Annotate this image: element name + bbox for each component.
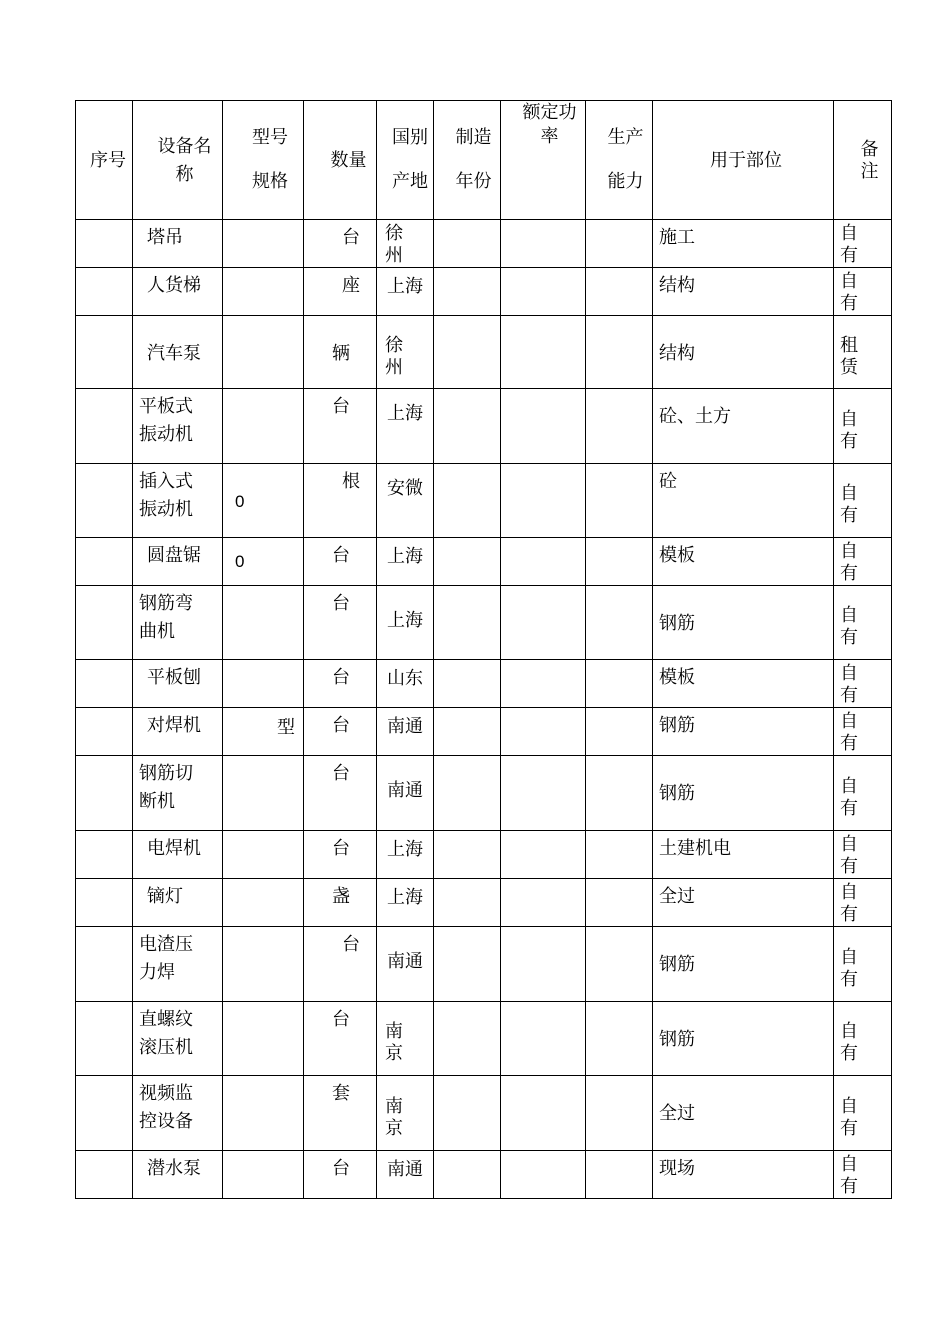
row-number-cell [76, 1002, 133, 1076]
table-row [76, 756, 892, 831]
usage-cell: 钢筋 [653, 708, 834, 756]
rated-power-cell [501, 586, 586, 660]
remark-cell: 自 有 [834, 927, 892, 1002]
table-row [76, 879, 892, 927]
equipment-name-cell: 电焊机 [133, 831, 223, 879]
rated-power-cell [501, 708, 586, 756]
usage-cell: 现场 [653, 1151, 834, 1199]
quantity-cell: 台 [304, 538, 377, 586]
model-spec-cell [223, 316, 304, 389]
remark-cell: 自 有 [834, 1076, 892, 1151]
capacity-cell [586, 660, 653, 708]
quantity-cell: 台 [304, 389, 377, 464]
table-row [76, 389, 892, 464]
origin-cell: 南通 [377, 756, 434, 831]
usage-cell: 结构 [653, 268, 834, 316]
origin-cell: 安微 [377, 464, 434, 538]
table-row [76, 831, 892, 879]
year-cell [434, 464, 501, 538]
capacity-cell [586, 389, 653, 464]
remark-cell: 自 有 [834, 1002, 892, 1076]
quantity-cell: 台 [304, 220, 377, 268]
capacity-cell [586, 538, 653, 586]
header-cell: 生产 能力 [586, 101, 653, 220]
rated-power-cell [501, 316, 586, 389]
origin-cell: 南通 [377, 927, 434, 1002]
row-number-cell [76, 389, 133, 464]
year-cell [434, 220, 501, 268]
remark-cell: 自 有 [834, 220, 892, 268]
table-row [76, 927, 892, 1002]
origin-cell: 徐 州 [377, 220, 434, 268]
equipment-name-cell: 平板式 振动机 [133, 389, 223, 464]
equipment-name-cell: 视频监 控设备 [133, 1076, 223, 1151]
equipment-table [75, 100, 892, 1199]
equipment-name-cell: 钢筋切 断机 [133, 756, 223, 831]
model-spec-cell [223, 879, 304, 927]
origin-cell: 上海 [377, 538, 434, 586]
remark-cell: 自 有 [834, 464, 892, 538]
quantity-cell: 辆 [304, 316, 377, 389]
usage-cell: 土建机电 [653, 831, 834, 879]
origin-cell: 上海 [377, 268, 434, 316]
rated-power-cell [501, 1151, 586, 1199]
row-number-cell [76, 538, 133, 586]
model-spec-cell [223, 1076, 304, 1151]
origin-cell: 上海 [377, 831, 434, 879]
remark-cell: 自 有 [834, 586, 892, 660]
row-number-cell [76, 879, 133, 927]
table-header-row [76, 101, 892, 220]
remark-cell: 租 赁 [834, 316, 892, 389]
row-number-cell [76, 1151, 133, 1199]
model-spec-cell [223, 1151, 304, 1199]
table-row [76, 464, 892, 538]
year-cell [434, 1002, 501, 1076]
origin-cell: 南 京 [377, 1076, 434, 1151]
capacity-cell [586, 879, 653, 927]
header-cell: 备 注 [834, 101, 892, 220]
capacity-cell [586, 268, 653, 316]
year-cell [434, 268, 501, 316]
rated-power-cell [501, 268, 586, 316]
quantity-cell: 座 [304, 268, 377, 316]
quantity-cell: 台 [304, 586, 377, 660]
row-number-cell [76, 927, 133, 1002]
model-spec-cell [223, 927, 304, 1002]
remark-cell: 自 有 [834, 1151, 892, 1199]
header-cell: 序号 [76, 101, 133, 220]
row-number-cell [76, 268, 133, 316]
equipment-name-cell: 插入式 振动机 [133, 464, 223, 538]
origin-cell: 上海 [377, 389, 434, 464]
header-cell: 用于部位 [653, 101, 834, 220]
equipment-name-cell: 圆盘锯 [133, 538, 223, 586]
usage-cell: 结构 [653, 316, 834, 389]
capacity-cell [586, 220, 653, 268]
row-number-cell [76, 756, 133, 831]
quantity-cell: 台 [304, 660, 377, 708]
rated-power-cell [501, 538, 586, 586]
capacity-cell [586, 1076, 653, 1151]
capacity-cell [586, 1002, 653, 1076]
usage-cell: 全过 [653, 879, 834, 927]
quantity-cell: 台 [304, 708, 377, 756]
capacity-cell [586, 927, 653, 1002]
usage-cell: 全过 [653, 1076, 834, 1151]
usage-cell: 钢筋 [653, 927, 834, 1002]
equipment-name-cell: 塔吊 [133, 220, 223, 268]
usage-cell: 模板 [653, 538, 834, 586]
remark-cell: 自 有 [834, 660, 892, 708]
origin-cell: 上海 [377, 879, 434, 927]
rated-power-cell [501, 464, 586, 538]
remark-cell: 自 有 [834, 756, 892, 831]
table-row [76, 538, 892, 586]
year-cell [434, 586, 501, 660]
model-spec-cell [223, 1002, 304, 1076]
model-spec-cell: 0 [223, 538, 304, 586]
equipment-name-cell: 汽车泵 [133, 316, 223, 389]
quantity-cell: 台 [304, 756, 377, 831]
equipment-name-cell: 钢筋弯 曲机 [133, 586, 223, 660]
remark-cell: 自 有 [834, 538, 892, 586]
origin-cell: 南通 [377, 708, 434, 756]
model-spec-cell [223, 660, 304, 708]
equipment-name-cell: 平板刨 [133, 660, 223, 708]
quantity-cell: 台 [304, 927, 377, 1002]
usage-cell: 钢筋 [653, 586, 834, 660]
origin-cell: 山东 [377, 660, 434, 708]
row-number-cell [76, 660, 133, 708]
remark-cell: 自 有 [834, 879, 892, 927]
equipment-name-cell: 人货梯 [133, 268, 223, 316]
usage-cell: 施工 [653, 220, 834, 268]
year-cell [434, 1151, 501, 1199]
table-row [76, 708, 892, 756]
rated-power-cell [501, 660, 586, 708]
table-row [76, 1002, 892, 1076]
row-number-cell [76, 220, 133, 268]
capacity-cell [586, 464, 653, 538]
row-number-cell [76, 1076, 133, 1151]
row-number-cell [76, 708, 133, 756]
remark-cell: 自 有 [834, 389, 892, 464]
row-number-cell [76, 831, 133, 879]
capacity-cell [586, 756, 653, 831]
origin-cell: 南 京 [377, 1002, 434, 1076]
capacity-cell [586, 831, 653, 879]
model-spec-cell [223, 586, 304, 660]
usage-cell: 砼、土方 [653, 389, 834, 464]
capacity-cell [586, 586, 653, 660]
year-cell [434, 660, 501, 708]
model-spec-cell [223, 756, 304, 831]
origin-cell: 南通 [377, 1151, 434, 1199]
year-cell [434, 879, 501, 927]
rated-power-cell [501, 1076, 586, 1151]
usage-cell: 模板 [653, 660, 834, 708]
table-row [76, 1076, 892, 1151]
equipment-name-cell: 对焊机 [133, 708, 223, 756]
origin-cell: 徐 州 [377, 316, 434, 389]
equipment-name-cell: 直螺纹 滚压机 [133, 1002, 223, 1076]
year-cell [434, 389, 501, 464]
row-number-cell [76, 586, 133, 660]
rated-power-cell [501, 220, 586, 268]
table-row [76, 220, 892, 268]
header-cell: 额定功 率 [501, 101, 586, 220]
model-spec-cell [223, 831, 304, 879]
model-spec-cell: 0 [223, 464, 304, 538]
header-cell: 数量 [304, 101, 377, 220]
header-cell: 设备名 称 [133, 101, 223, 220]
quantity-cell: 台 [304, 1151, 377, 1199]
quantity-cell: 台 [304, 831, 377, 879]
year-cell [434, 708, 501, 756]
capacity-cell [586, 316, 653, 389]
usage-cell: 砼 [653, 464, 834, 538]
rated-power-cell [501, 831, 586, 879]
year-cell [434, 538, 501, 586]
rated-power-cell [501, 389, 586, 464]
equipment-name-cell: 电渣压 力焊 [133, 927, 223, 1002]
remark-cell: 自 有 [834, 268, 892, 316]
quantity-cell: 盏 [304, 879, 377, 927]
model-spec-cell [223, 220, 304, 268]
row-number-cell [76, 464, 133, 538]
header-cell: 国别 产地 [377, 101, 434, 220]
quantity-cell: 套 [304, 1076, 377, 1151]
model-spec-cell [223, 389, 304, 464]
table-row [76, 586, 892, 660]
year-cell [434, 756, 501, 831]
year-cell [434, 831, 501, 879]
header-cell: 型号 规格 [223, 101, 304, 220]
header-cell: 制造 年份 [434, 101, 501, 220]
model-spec-cell: 型 [223, 708, 304, 756]
rated-power-cell [501, 756, 586, 831]
row-number-cell [76, 316, 133, 389]
remark-cell: 自 有 [834, 831, 892, 879]
rated-power-cell [501, 879, 586, 927]
equipment-name-cell: 潜水泵 [133, 1151, 223, 1199]
year-cell [434, 927, 501, 1002]
rated-power-cell [501, 1002, 586, 1076]
usage-cell: 钢筋 [653, 1002, 834, 1076]
rated-power-cell [501, 927, 586, 1002]
table-row [76, 268, 892, 316]
quantity-cell: 根 [304, 464, 377, 538]
model-spec-cell [223, 268, 304, 316]
capacity-cell [586, 708, 653, 756]
usage-cell: 钢筋 [653, 756, 834, 831]
origin-cell: 上海 [377, 586, 434, 660]
table-row [76, 316, 892, 389]
table-row [76, 1151, 892, 1199]
year-cell [434, 316, 501, 389]
table-row [76, 660, 892, 708]
remark-cell: 自 有 [834, 708, 892, 756]
quantity-cell: 台 [304, 1002, 377, 1076]
capacity-cell [586, 1151, 653, 1199]
equipment-name-cell: 镝灯 [133, 879, 223, 927]
year-cell [434, 1076, 501, 1151]
